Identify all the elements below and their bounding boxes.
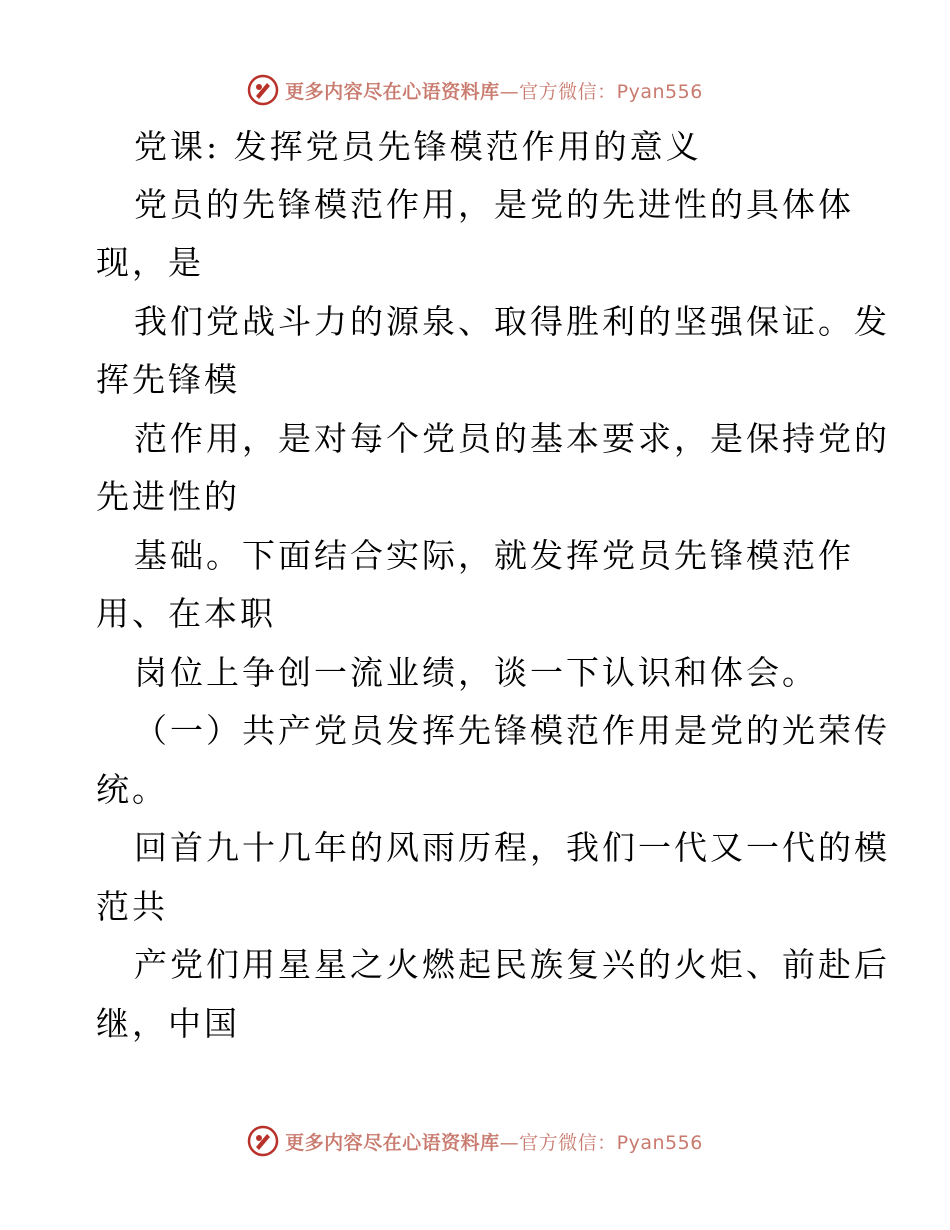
header-brand-text: 更多内容尽在心语资料库 — [285, 80, 500, 103]
paragraph-line: 现，是 — [96, 243, 204, 282]
paragraph-line: 挥先锋模 — [96, 360, 240, 399]
header-separator: — — [499, 80, 520, 103]
paragraph-line: 用、在本职 — [96, 594, 276, 633]
header-banner-text — [285, 77, 703, 104]
section-heading: （一）共产党员发挥先锋模范作用是党的光荣传 — [134, 711, 890, 750]
footer-banner-text — [285, 1128, 703, 1155]
paragraph-line: 先进性的 — [96, 477, 240, 516]
paragraph-line: 党员的先锋模范作用，是党的先进性的具体体 — [134, 185, 854, 224]
footer-separator: — — [499, 1131, 520, 1154]
header-banner — [0, 70, 950, 110]
paragraph-line: 范作用，是对每个党员的基本要求，是保持党的 — [134, 419, 890, 458]
header-wechat-text: 官方微信：Pyan556 — [519, 80, 703, 103]
footer-wechat-text: 官方微信：Pyan556 — [519, 1131, 703, 1154]
section-heading-continuation: 统。 — [96, 770, 168, 809]
paragraph-line: 基础。下面结合实际，就发挥党员先锋模范作 — [134, 536, 854, 575]
paragraph-line: 回首九十几年的风雨历程，我们一代又一代的模 — [134, 828, 890, 867]
footer-brand-text: 更多内容尽在心语资料库 — [285, 1131, 500, 1154]
document-title: 党课: 发挥党员先锋模范作用的意义 — [134, 127, 702, 166]
paragraph-line: 继，中国 — [96, 1004, 240, 1043]
footer-banner — [0, 1121, 950, 1161]
paragraph-line: 我们党战斗力的源泉、取得胜利的坚强保证。发 — [134, 302, 890, 341]
paragraph-line: 产党们用星星之火燃起民族复兴的火炬、前赴后 — [134, 945, 890, 984]
paragraph-line: 范共 — [96, 887, 168, 926]
seal-logo-icon — [247, 74, 279, 106]
paragraph-line: 岗位上争创一流业绩，谈一下认识和体会。 — [134, 653, 818, 692]
seal-logo-icon — [247, 1125, 279, 1157]
